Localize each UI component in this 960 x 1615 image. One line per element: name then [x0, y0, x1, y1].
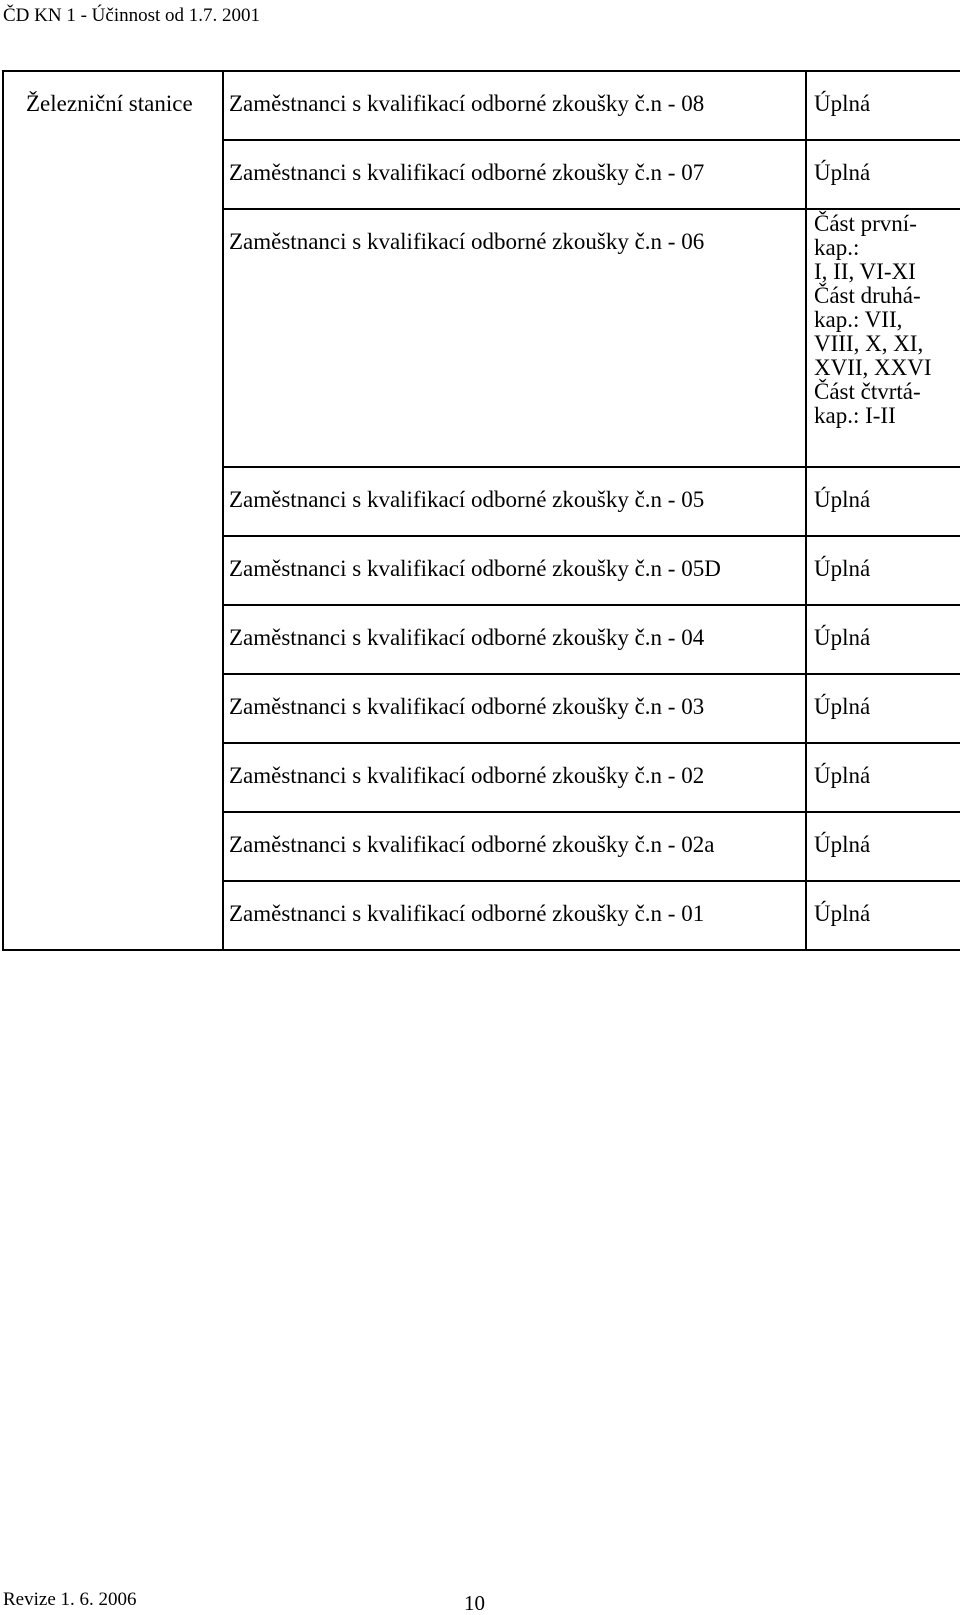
scope-cell [806, 536, 960, 605]
scope-chapters [807, 210, 960, 428]
scope-line: VIII, X, XI, [814, 331, 924, 356]
employee-cell [223, 467, 806, 536]
scope-line: kap.: [814, 235, 860, 260]
scope-value: Úplná [814, 91, 871, 116]
scope-cell [806, 812, 960, 881]
page-number: 10 [464, 1591, 485, 1615]
employee-qualification: Zaměstnanci s kvalifikací odborné zkoušky č.n - 05D [229, 556, 721, 581]
scope-cell [806, 674, 960, 743]
scope-cell [806, 881, 960, 950]
page-header: ČD KN 1 - Účinnost od 1.7. 2001 [3, 5, 261, 26]
scope-cell [806, 71, 960, 140]
scope-cell [806, 209, 960, 467]
employee-qualification: Zaměstnanci s kvalifikací odborné zkoušky č.n - 02 [229, 763, 705, 788]
employee-qualification: Zaměstnanci s kvalifikací odborné zkoušky č.n - 07 [229, 160, 705, 185]
scope-line: kap.: I-II [814, 403, 896, 428]
employee-qualification: Zaměstnanci s kvalifikací odborné zkoušky č.n - 08 [229, 91, 705, 116]
scope-value: Úplná [814, 901, 871, 926]
scope-value: Úplná [814, 694, 871, 719]
scope-line: XVII, XXVI [814, 355, 932, 380]
employee-qualification: Zaměstnanci s kvalifikací odborné zkoušky č.n - 04 [229, 625, 705, 650]
employee-qualification: Zaměstnanci s kvalifikací odborné zkoušky č.n - 01 [229, 901, 705, 926]
station-cell [3, 71, 223, 950]
employee-cell [223, 71, 806, 140]
employee-cell [223, 674, 806, 743]
scope-value: Úplná [814, 763, 871, 788]
employee-cell [223, 209, 806, 467]
scope-cell [806, 467, 960, 536]
employee-cell [223, 140, 806, 209]
table-row [3, 71, 960, 140]
employee-qualification: Zaměstnanci s kvalifikací odborné zkoušky č.n - 05 [229, 487, 705, 512]
employee-qualification: Zaměstnanci s kvalifikací odborné zkoušky č.n - 06 [229, 229, 705, 254]
employee-cell [223, 605, 806, 674]
revision-date: Revize 1. 6. 2006 [3, 1589, 137, 1610]
employee-cell [223, 536, 806, 605]
scope-line: Část druhá- [814, 283, 921, 308]
scope-line: kap.: VII, [814, 307, 903, 332]
scope-cell [806, 140, 960, 209]
employee-cell [223, 812, 806, 881]
scope-cell [806, 605, 960, 674]
scope-line: I, II, VI-XI [814, 259, 916, 284]
scope-line: Část první- [814, 211, 917, 236]
scope-value: Úplná [814, 832, 871, 857]
employee-qualification: Zaměstnanci s kvalifikací odborné zkoušky č.n - 03 [229, 694, 705, 719]
employee-cell [223, 743, 806, 812]
scope-value: Úplná [814, 556, 871, 581]
scope-cell [806, 743, 960, 812]
employee-qualification: Zaměstnanci s kvalifikací odborné zkoušky č.n - 02a [229, 832, 715, 857]
scope-value: Úplná [814, 487, 871, 512]
scope-line: Část čtvrtá- [814, 379, 921, 404]
station-label: Železniční stanice [26, 91, 193, 116]
scope-value: Úplná [814, 160, 871, 185]
employee-cell [223, 881, 806, 950]
qualification-table [2, 70, 960, 951]
scope-value: Úplná [814, 625, 871, 650]
